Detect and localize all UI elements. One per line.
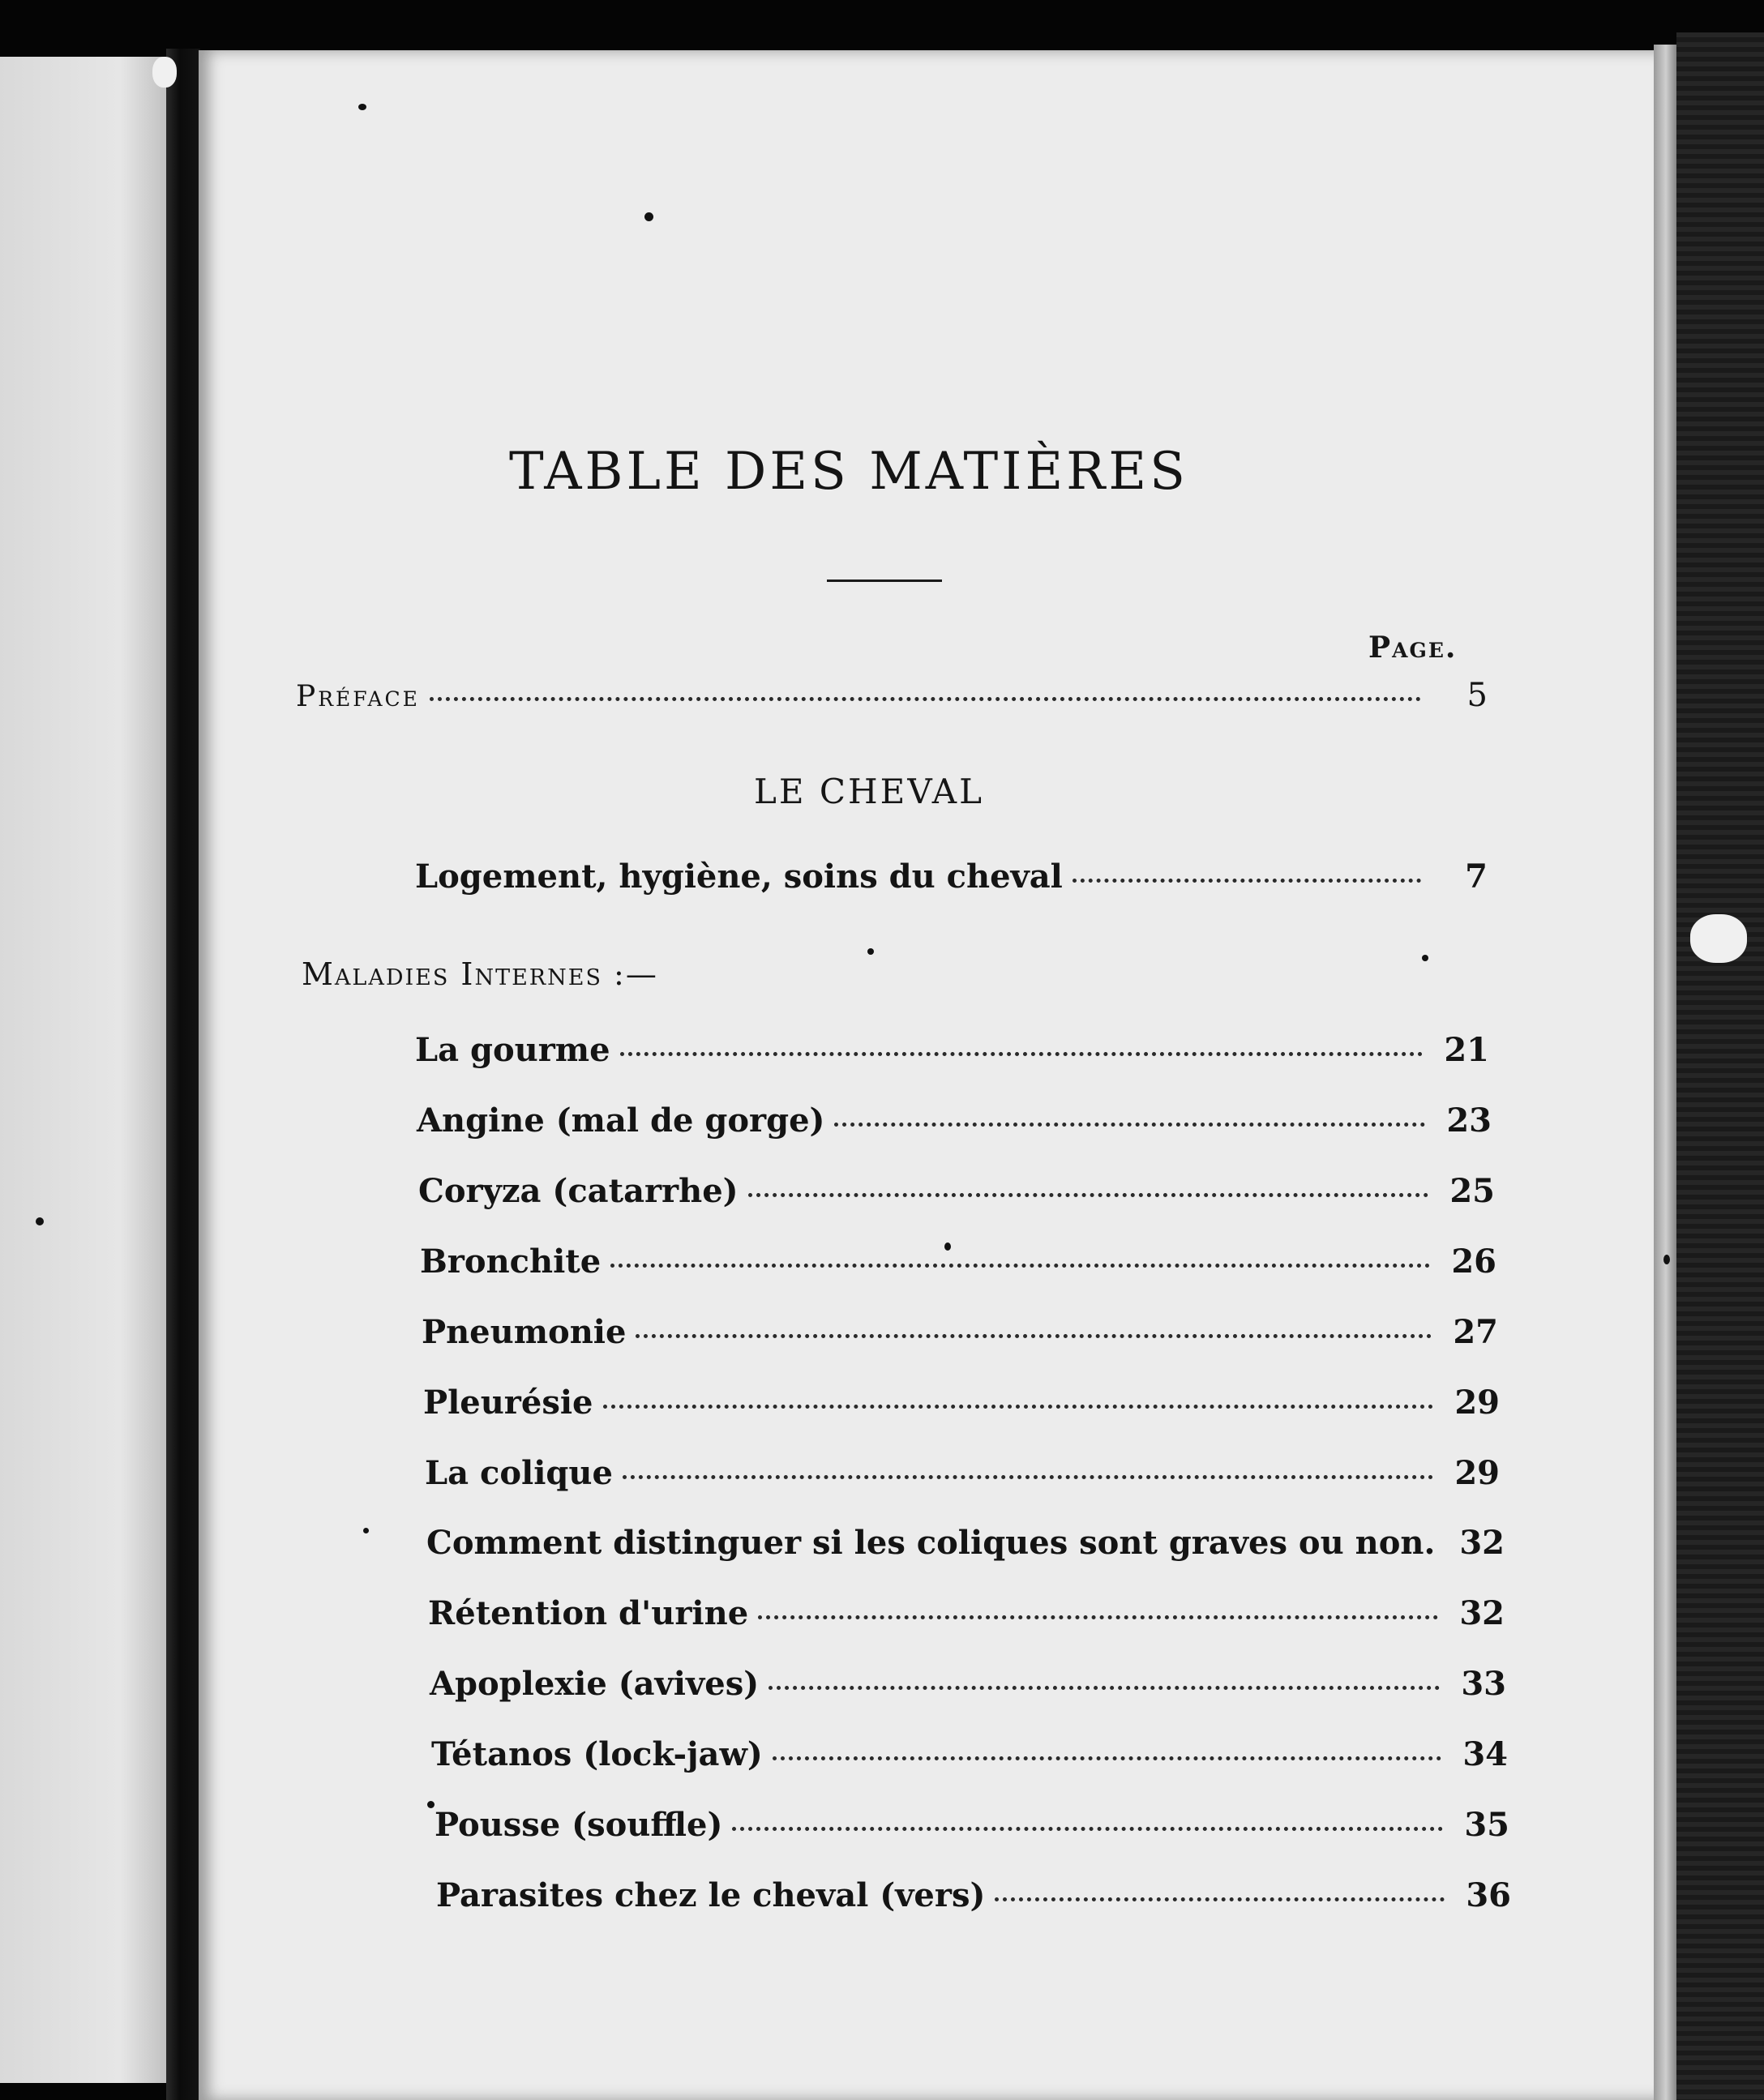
dust-speck (363, 1528, 369, 1533)
dot-leader (623, 1475, 1433, 1479)
toc-entry-page: 33 (1461, 1665, 1506, 1703)
toc-entry (425, 1454, 1500, 1503)
toc-entry (436, 1876, 1511, 1925)
toc-entry-label: Logement, hygiène, soins du cheval (415, 858, 1063, 896)
toc-entry (417, 1101, 1492, 1150)
dot-leader (995, 1897, 1445, 1901)
dot-leader (769, 1686, 1440, 1690)
dot-leader (1073, 879, 1421, 883)
toc-entry-page: 25 (1449, 1172, 1495, 1210)
toc-entry-label: Bronchite (420, 1242, 602, 1281)
subheading: Maladies Internes :— (302, 956, 658, 992)
toc-entry-label: Préface (296, 680, 420, 713)
title-rule (827, 580, 942, 582)
toc-entry (431, 1735, 1508, 1784)
toc-entry-label: La colique (425, 1454, 613, 1492)
toc-entry (420, 1242, 1496, 1291)
toc-entry-label: Apoplexie (avives) (430, 1665, 760, 1703)
toc-entry-page: 32 (1459, 1594, 1505, 1632)
toc-entry (423, 1384, 1500, 1432)
toc-entry (428, 1594, 1505, 1643)
toc-entry-page: 27 (1453, 1313, 1498, 1351)
dot-leader (430, 697, 1421, 701)
toc-entry-page: 29 (1454, 1454, 1500, 1492)
dot-leader (758, 1615, 1438, 1619)
toc-entry-logement (415, 858, 1488, 906)
toc-entry-page: 32 (1459, 1524, 1505, 1562)
paper-blemish (152, 57, 177, 88)
book-gutter (166, 49, 200, 2100)
dust-speck (1422, 955, 1428, 961)
toc-entry-label: Pousse (souffle) (435, 1806, 723, 1844)
toc-entry-label: Coryza (catarrhe) (418, 1172, 739, 1210)
dust-speck (867, 948, 874, 955)
dot-leader (732, 1827, 1443, 1831)
dot-leader (748, 1193, 1428, 1197)
toc-entry-label: La gourme (415, 1031, 610, 1069)
toc-entry-page: 7 (1465, 858, 1488, 896)
section-title: LE CHEVAL (754, 772, 985, 811)
toc-entry (415, 1031, 1489, 1080)
dot-leader (620, 1052, 1423, 1056)
toc-entry-label: Rétention d'urine (428, 1594, 749, 1632)
dot-leader (834, 1123, 1425, 1127)
page-column-header: Page. (1368, 631, 1458, 665)
left-page-edge (0, 57, 172, 2083)
toc-entry-page: 35 (1464, 1806, 1509, 1844)
toc-entry-label: Pneumonie (422, 1313, 627, 1351)
toc-entry-label: Pleurésie (423, 1384, 593, 1422)
toc-entry (435, 1806, 1509, 1854)
dot-leader (610, 1264, 1430, 1268)
dot-leader (636, 1334, 1432, 1338)
toc-entry-page: 23 (1446, 1101, 1492, 1140)
toc-entry (426, 1524, 1505, 1572)
dust-speck (427, 1801, 435, 1808)
toc-entry-label: Tétanos (lock-jaw) (431, 1735, 763, 1773)
toc-entry-page: 5 (1466, 677, 1488, 714)
toc-entry-preface (296, 677, 1488, 725)
toc-entry-label: Angine (mal de gorge) (417, 1101, 825, 1140)
toc-entry-page: 36 (1466, 1876, 1511, 1914)
dust-speck (358, 104, 366, 110)
toc-entry-page: 26 (1451, 1242, 1496, 1281)
dot-leader (773, 1756, 1441, 1760)
toc-entry-label: Comment distinguer si les coliques sont graves ou non. (426, 1524, 1436, 1562)
toc-entry (430, 1665, 1506, 1713)
toc-entry-page: 34 (1462, 1735, 1508, 1773)
toc-entry-page: 29 (1454, 1384, 1500, 1422)
page-title-text: TABLE DES MATIÈRES (509, 442, 1188, 502)
dust-speck (644, 212, 653, 221)
paper-blemish (1690, 914, 1747, 963)
page-edge (1654, 45, 1678, 2100)
toc-entry-label: Parasites chez le cheval (vers) (436, 1876, 986, 1914)
dust-speck (36, 1217, 44, 1225)
dot-leader (603, 1405, 1434, 1409)
toc-entry-page: 21 (1444, 1031, 1489, 1069)
dust-speck (1663, 1255, 1670, 1264)
toc-entry (422, 1313, 1498, 1362)
toc-entry (418, 1172, 1495, 1221)
book-cover-edge (1676, 32, 1764, 2100)
